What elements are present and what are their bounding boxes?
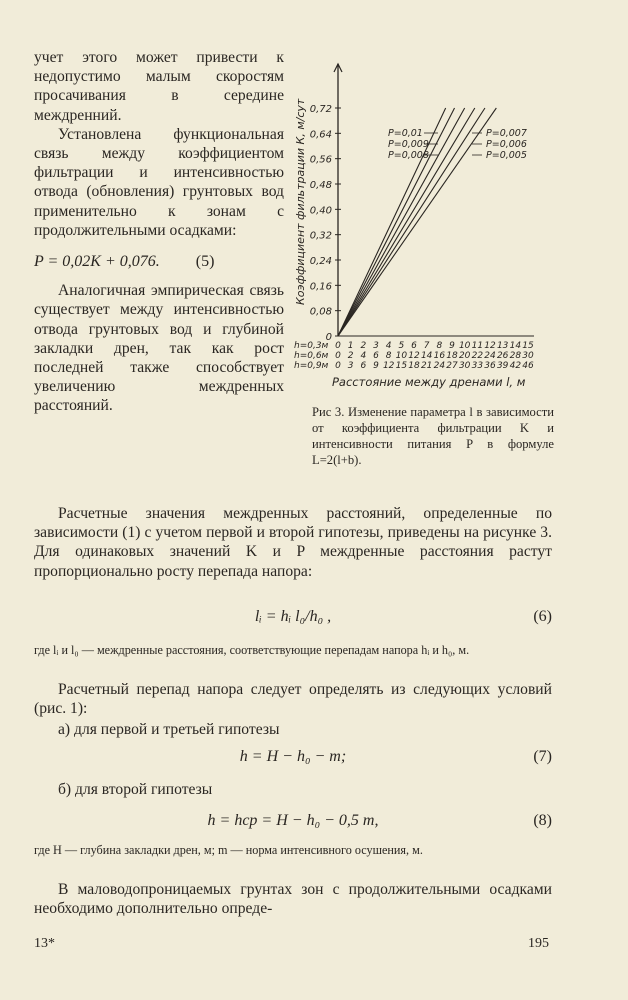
y-tick-label: 0,40	[309, 205, 332, 217]
x-tick-label: 0	[335, 361, 341, 371]
series-label: P=0,008	[388, 150, 429, 161]
x-tick-label: 9	[373, 361, 379, 371]
page-number: 195	[528, 936, 549, 951]
x-row-label: h=0,3м	[294, 341, 329, 351]
paragraph-2: Установлена функциональная связь между коэффициентом фильтрации и интенсивностью отвода (обновления) грунтовых вод применительно к зонам с продолжительными осадками:	[34, 125, 284, 239]
note-8: где H — глубина закладки дрен, м; m — норма интенсивного осушения, м.	[34, 843, 423, 857]
x-tick-label: 2	[360, 341, 367, 351]
x-tick-label: 13	[496, 341, 509, 351]
paragraph-1: учет этого может привести к недопустимо малым скоростям просачивания в середине междренний.	[34, 49, 284, 124]
x-row-label: h=0,6м	[294, 351, 329, 361]
x-tick-label: 2	[347, 351, 354, 361]
figure-caption: Рис 3. Изменение параметра l в зависимости от коэффициента фильтрации K и интенсивности питания P в формуле L=2(l+b).	[312, 405, 554, 467]
note-6: где lᵢ и l₀ — междренные расстояния, соответствующие перепадам напора hᵢ и h₀, м.	[34, 643, 470, 657]
x-axis-label: Расстояние между дренами l, м	[332, 375, 526, 389]
paragraph-5	[34, 680, 552, 718]
x-tick-label: 18	[446, 351, 458, 361]
equation-7-number: (7)	[533, 748, 552, 765]
x-tick-label: 30	[458, 361, 471, 371]
item-b-text: б) для второй гипотезы	[58, 781, 213, 798]
x-tick-label: 46	[522, 361, 534, 371]
x-tick-label: 6	[411, 341, 417, 351]
y-tick-label: 0,24	[309, 256, 332, 267]
series-label: P=0,007	[486, 128, 527, 139]
paragraph-6	[34, 880, 552, 918]
y-tick-label: 0,64	[309, 129, 332, 141]
x-tick-label: 10	[458, 341, 471, 351]
y-ticks	[310, 104, 341, 343]
paragraph-4-text: Расчетные значения междренных расстояний, определенные по зависимости (1) с учетом первой и второй гипотезы, приведены на рисунке 3. Для одинаковых значений K и P междренные расстояния растут пропорционально росту перепада напора:	[34, 505, 552, 580]
y-tick-label: 0,08	[309, 306, 332, 318]
x-tick-label: 30	[522, 351, 534, 361]
x-tick-label: 24	[484, 351, 496, 361]
x-tick-label: 14	[509, 341, 522, 351]
x-tick-label: 5	[398, 341, 405, 351]
series-label: P=0,01	[388, 128, 423, 139]
x-tick-label: 3	[373, 341, 379, 351]
paragraph-5-text: Расчетный перепад напора следует определять из следующих условий (рис. 1):	[34, 681, 552, 718]
equation-6-number: (6)	[533, 608, 552, 625]
equation-7-expression: h = H − h₀ − m;	[239, 748, 347, 765]
equation-6-expression: lᵢ = hᵢ l₀/h₀ ,	[254, 608, 332, 625]
x-tick-label: 39	[496, 361, 509, 371]
x-tick-label: 10	[395, 351, 408, 361]
x-tick-label: 21	[420, 361, 433, 371]
y-tick-label: 0,48	[309, 180, 332, 191]
x-tick-label: 6	[373, 351, 379, 361]
x-tick-label: 15	[522, 341, 534, 351]
item-a-text: а) для первой и третьей гипотезы	[58, 721, 280, 738]
x-tick-label: 1	[347, 341, 354, 351]
x-tick-label: 16	[433, 351, 446, 361]
equation-8-number: (8)	[533, 812, 552, 829]
paragraph-6-text: В маловодопроницаемых грунтах зон с продолжительными осадками необходимо дополнительно опреде-	[34, 881, 552, 918]
x-tick-label: 28	[509, 351, 522, 361]
figure-3-chart	[0, 0, 628, 420]
x-tick-label: 27	[446, 361, 458, 371]
series-label: P=0,005	[486, 150, 527, 161]
x-tick-label: 6	[360, 361, 367, 371]
y-tick-label: 0	[325, 332, 332, 343]
x-tick-label: 20	[458, 351, 471, 361]
x-tick-label: 36	[484, 361, 496, 371]
x-tick-label: 8	[385, 351, 392, 361]
series-label: P=0,009	[388, 139, 429, 150]
x-tick-label: 15	[395, 361, 408, 371]
x-tick-label: 8	[436, 341, 443, 351]
x-tick-label: 0	[335, 341, 341, 351]
x-tick-label: 33	[471, 361, 484, 371]
formula-5-number: (5)	[195, 253, 215, 271]
y-tick-label: 0,16	[309, 281, 332, 293]
y-axis-label: Коэффициент фильтрации К, м/сут	[294, 98, 307, 305]
item-b	[34, 780, 552, 799]
formula-5-expression: P = 0,02K + 0,076.	[34, 253, 160, 271]
x-tick-label: 4	[360, 351, 367, 361]
x-tick-label: 11	[471, 341, 484, 351]
x-tick-label: 12	[408, 351, 420, 361]
x-row-label: h=0,9м	[294, 361, 329, 371]
y-tick-label: 0,32	[309, 230, 332, 242]
series-lines	[338, 108, 527, 336]
x-tick-label: 9	[449, 341, 455, 351]
x-tick-label: 18	[408, 361, 420, 371]
x-tick-label: 24	[433, 361, 446, 371]
y-tick-label: 0,56	[309, 154, 332, 166]
x-tick-rows	[294, 341, 534, 371]
footer-signature: 13*	[34, 936, 55, 951]
x-tick-label: 4	[385, 341, 392, 351]
x-tick-label: 12	[382, 361, 395, 371]
x-tick-label: 0	[335, 351, 341, 361]
item-a	[34, 720, 552, 739]
x-tick-label: 26	[496, 351, 509, 361]
series-label: P=0,006	[486, 139, 527, 150]
x-tick-label: 12	[484, 341, 496, 351]
x-tick-label: 42	[509, 361, 522, 371]
x-tick-label: 7	[423, 341, 430, 351]
equation-8-expression: h = hср = H − h₀ − 0,5 m,	[207, 812, 379, 829]
x-tick-label: 22	[471, 351, 484, 361]
y-tick-label: 0,72	[309, 104, 332, 115]
paragraph-3: Аналогичная эмпирическая связь существует между интенсивностью отвода грунтовых вод и глубиной закладки дрен, так как рост последней также способствует увеличению междренных расстояний.	[34, 282, 284, 415]
x-tick-label: 3	[347, 361, 354, 371]
paragraph-4	[34, 504, 552, 581]
x-tick-label: 14	[420, 351, 433, 361]
